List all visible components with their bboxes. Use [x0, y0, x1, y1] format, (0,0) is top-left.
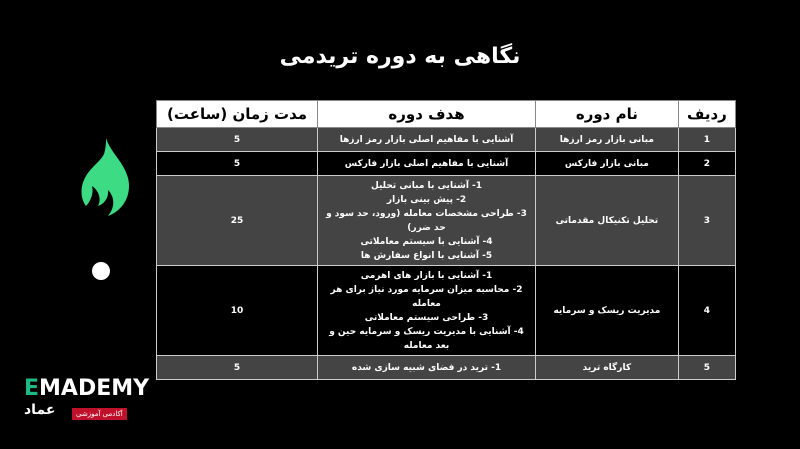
emademy-logo	[24, 378, 148, 426]
goal-line: 3- طراحی سیستم معاملاتی	[364, 312, 489, 323]
goal-line: معامله	[412, 298, 441, 309]
header-row-number: ردیف	[678, 101, 735, 128]
cell-duration: 5	[157, 356, 318, 380]
cell-duration: 5	[157, 128, 318, 152]
cell-row-number: 3	[678, 176, 735, 266]
cell-course-name: مبانی بازار رمز ارزها	[535, 128, 678, 152]
logo-wordmark	[24, 378, 148, 400]
cell-row-number: 5	[678, 356, 735, 380]
cell-course-name: مبانی بازار فارکس	[535, 152, 678, 176]
table-row	[157, 176, 736, 266]
cell-course-name: تحلیل تکنیکال مقدماتی	[535, 176, 678, 266]
table-row	[157, 266, 736, 356]
goal-line: 1- ترید در فضای شبیه سازی شده	[351, 362, 502, 373]
courses-table	[156, 100, 736, 380]
cell-row-number: 2	[678, 152, 735, 176]
goal-line: 5- آشنایی با انواع سفارش ها	[360, 250, 493, 261]
cell-course-name: مدیریت ریسک و سرمایه	[535, 266, 678, 356]
logo-brand-fa: عماد	[24, 402, 56, 418]
cell-course-name: کارگاه ترید	[535, 356, 678, 380]
goal-line: حد ضرر)	[407, 222, 446, 233]
logo-word-accent: E	[24, 376, 40, 401]
cell-course-goal	[318, 152, 536, 176]
cell-duration: 25	[157, 176, 318, 266]
table-row	[157, 152, 736, 176]
cell-row-number: 4	[678, 266, 735, 356]
header-course-goal: هدف دوره	[318, 101, 536, 128]
logo-word-rest: MADEMY	[39, 376, 150, 401]
goal-line: 2- پیش بینی بازار	[386, 194, 467, 205]
cell-course-goal	[318, 356, 536, 380]
flame-icon	[76, 136, 134, 218]
logo-subline	[24, 402, 148, 424]
goal-line: 2- محاسبه میزان سرمایه مورد نیاز برای هر	[330, 284, 523, 295]
cell-duration: 10	[157, 266, 318, 356]
goal-line: 4- آشنایی با سیستم معاملاتی	[360, 236, 493, 247]
goal-line: آشنایی با مفاهیم اصلی بازار رمز ارزها	[339, 134, 514, 145]
header-course-name: نام دوره	[535, 101, 678, 128]
table-row	[157, 128, 736, 152]
goal-line: 1- آشنایی با مبانی تحلیل	[370, 180, 483, 191]
table-row	[157, 356, 736, 380]
goal-line: 3- طراحی مشخصات معامله (ورود، حد سود و	[326, 208, 527, 219]
goal-line: 4- آشنایی با مدیریت ریسک و سرمایه حین و	[329, 326, 524, 337]
dot-icon	[92, 262, 110, 280]
header-duration: مدت زمان (ساعت)	[157, 101, 318, 128]
cell-course-goal	[318, 128, 536, 152]
page-title: نگاهی به دوره تریدمی	[279, 44, 521, 69]
cell-course-goal	[318, 176, 536, 266]
cell-row-number: 1	[678, 128, 735, 152]
goal-line: 1- آشنایی با بازار های اهرمی	[360, 270, 493, 281]
goal-line: بعد معامله	[403, 340, 450, 351]
logo-tagline: آکادمی آموزشی	[72, 408, 127, 420]
cell-course-goal	[318, 266, 536, 356]
goal-line: آشنایی با مفاهیم اصلی بازار فارکس	[344, 158, 509, 169]
cell-duration: 5	[157, 152, 318, 176]
table-header-row	[157, 101, 736, 128]
